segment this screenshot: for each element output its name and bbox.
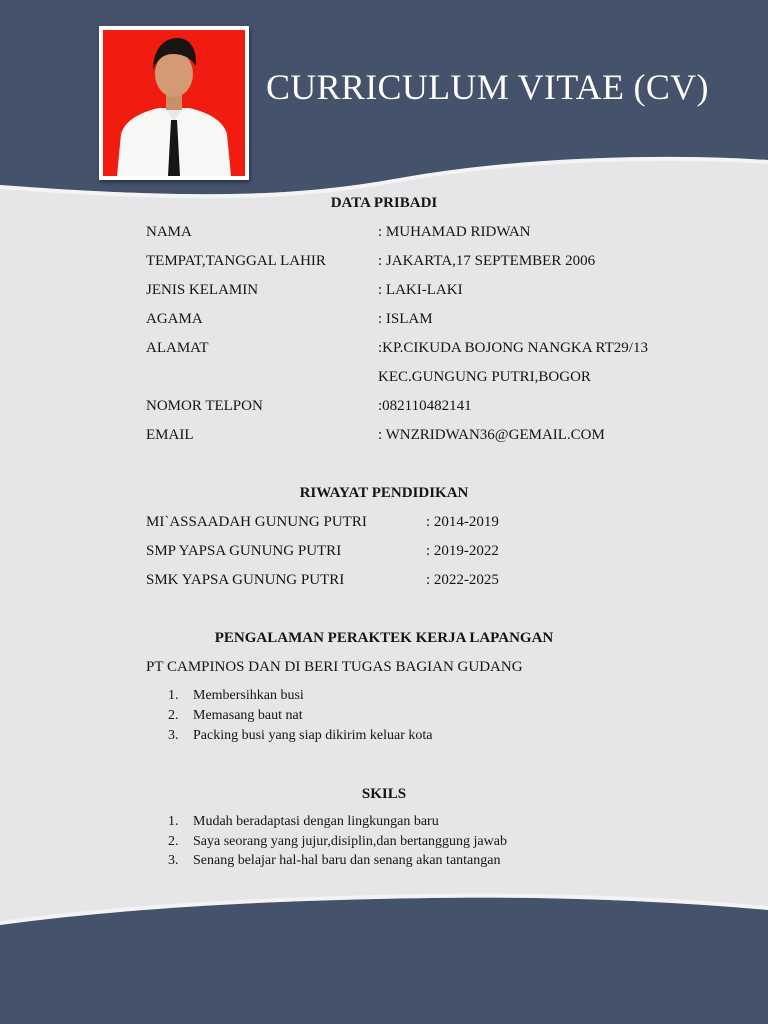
list-number: 2. bbox=[168, 834, 179, 849]
pendidikan-heading: RIWAYAT PENDIDIKAN bbox=[299, 485, 469, 501]
pengalaman-subtitle: PT CAMPINOS DAN DI BERI TUGAS BAGIAN GUDANG bbox=[146, 659, 523, 675]
list-item bbox=[168, 708, 303, 724]
skils-heading: SKILS bbox=[361, 786, 407, 802]
list-number: 2. bbox=[168, 708, 179, 723]
pengalaman-heading: PENGALAMAN PERAKTEK KERJA LAPANGAN bbox=[214, 630, 554, 646]
info-value: :082110482141 bbox=[378, 398, 472, 414]
list-number: 1. bbox=[168, 688, 179, 703]
list-item bbox=[168, 728, 433, 744]
info-label: NAMA bbox=[146, 224, 192, 240]
info-label: JENIS KELAMIN bbox=[146, 282, 259, 298]
info-value: : LAKI-LAKI bbox=[378, 282, 463, 298]
school-name: MI`ASSAADAH GUNUNG PUTRI bbox=[146, 514, 367, 530]
school-years: : 2019-2022 bbox=[426, 543, 499, 559]
list-text: Senang belajar hal-hal baru dan senang akan tantangan bbox=[193, 853, 501, 868]
data-pribadi-heading: DATA PRIBADI bbox=[330, 195, 438, 211]
person-photo-icon bbox=[103, 30, 245, 176]
list-item bbox=[168, 688, 304, 704]
info-value: : JAKARTA,17 SEPTEMBER 2006 bbox=[378, 253, 596, 269]
info-value: KEC.GUNGUNG PUTRI,BOGOR bbox=[378, 369, 591, 385]
list-item bbox=[168, 834, 507, 850]
info-label: EMAIL bbox=[146, 427, 194, 443]
school-years: : 2022-2025 bbox=[426, 572, 499, 588]
info-label: AGAMA bbox=[146, 311, 203, 327]
info-label: ALAMAT bbox=[146, 340, 209, 356]
school-years: : 2014-2019 bbox=[426, 514, 499, 530]
info-value: : WNZRIDWAN36@GEMAIL.COM bbox=[378, 427, 605, 443]
info-label: TEMPAT,TANGGAL LAHIR bbox=[146, 253, 326, 269]
profile-photo bbox=[99, 26, 249, 180]
list-item bbox=[168, 814, 439, 830]
footer-band bbox=[0, 898, 768, 1024]
list-text: Membersihkan busi bbox=[193, 688, 304, 703]
school-name: SMK YAPSA GUNUNG PUTRI bbox=[146, 572, 345, 588]
list-number: 3. bbox=[168, 728, 179, 743]
school-name: SMP YAPSA GUNUNG PUTRI bbox=[146, 543, 342, 559]
info-value: : MUHAMAD RIDWAN bbox=[378, 224, 531, 240]
page-title: CURRICULUM VITAE (CV) bbox=[266, 67, 709, 107]
list-text: Saya seorang yang jujur,disiplin,dan bertanggung jawab bbox=[193, 834, 507, 849]
list-text: Memasang baut nat bbox=[193, 708, 303, 723]
list-number: 1. bbox=[168, 814, 179, 829]
list-item bbox=[168, 853, 500, 869]
list-text: Packing busi yang siap dikirim keluar kota bbox=[193, 728, 433, 743]
info-value: : ISLAM bbox=[378, 311, 433, 327]
info-value: :KP.CIKUDA BOJONG NANGKA RT29/13 bbox=[378, 340, 648, 356]
info-label: NOMOR TELPON bbox=[146, 398, 263, 414]
list-number: 3. bbox=[168, 853, 179, 868]
list-text: Mudah beradaptasi dengan lingkungan baru bbox=[193, 814, 439, 829]
